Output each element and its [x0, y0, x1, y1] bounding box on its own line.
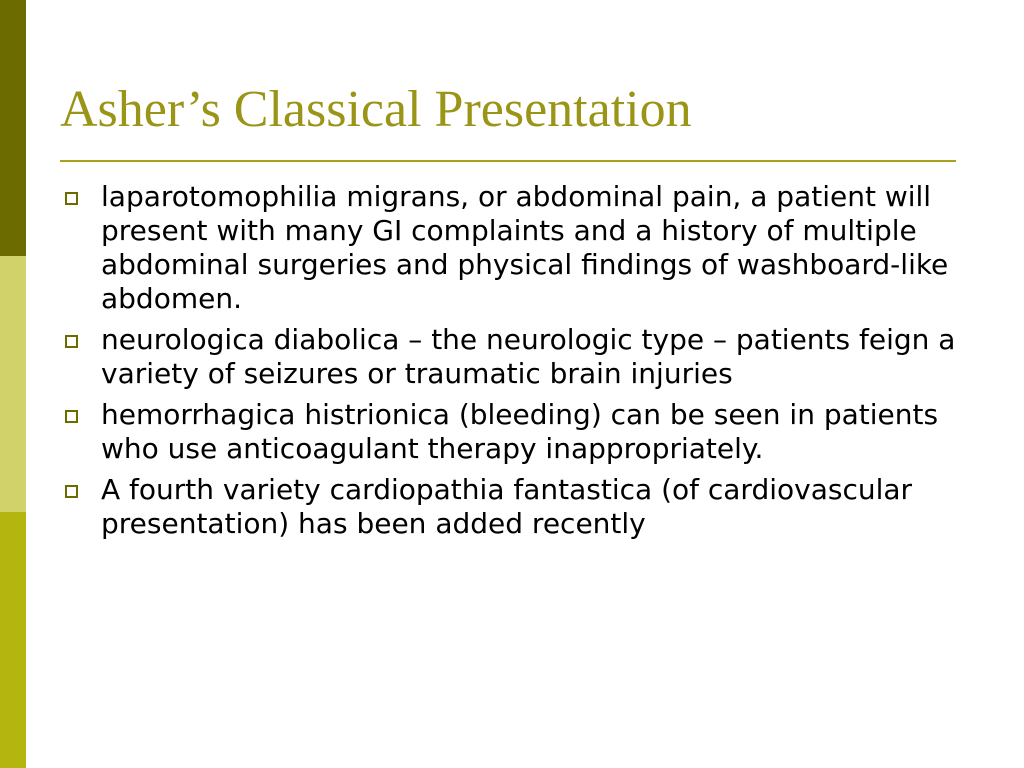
title-divider — [60, 160, 956, 162]
hollow-square-bullet-icon — [65, 335, 78, 348]
hollow-square-bullet-icon — [65, 192, 78, 205]
bullet-item — [62, 180, 962, 316]
slide-title: Asher’s Classical Presentation — [60, 81, 692, 138]
bullet-item — [62, 398, 962, 466]
hollow-square-bullet-icon — [65, 410, 78, 423]
side-bar-segment-light — [0, 256, 26, 512]
bullet-item — [62, 323, 962, 391]
hollow-square-bullet-icon — [65, 485, 78, 498]
side-bar-segment-dark — [0, 0, 26, 256]
bullet-text: hemorrhagica histrionica (bleeding) can be seen in patients who use anticoagulant therapy inappropriately. — [101, 398, 939, 465]
bullet-text: neurologica diabolica – the neurologic type – patients feign a variety of seizures or traumatic brain injuries — [101, 323, 956, 390]
bullet-text: A fourth variety cardiopathia fantastica (of cardiovascular presentation) has been added recently — [101, 473, 913, 540]
side-bar-segment-mid — [0, 512, 26, 768]
bullet-text: laparotomophilia migrans, or abdominal pain, a patient will present with many GI complaints and a history of multiple abdominal surgeries and physical findings of washboard-like abdomen. — [101, 180, 949, 315]
bullet-item — [62, 473, 962, 541]
bullet-list — [62, 180, 962, 548]
side-color-bar — [0, 0, 26, 768]
